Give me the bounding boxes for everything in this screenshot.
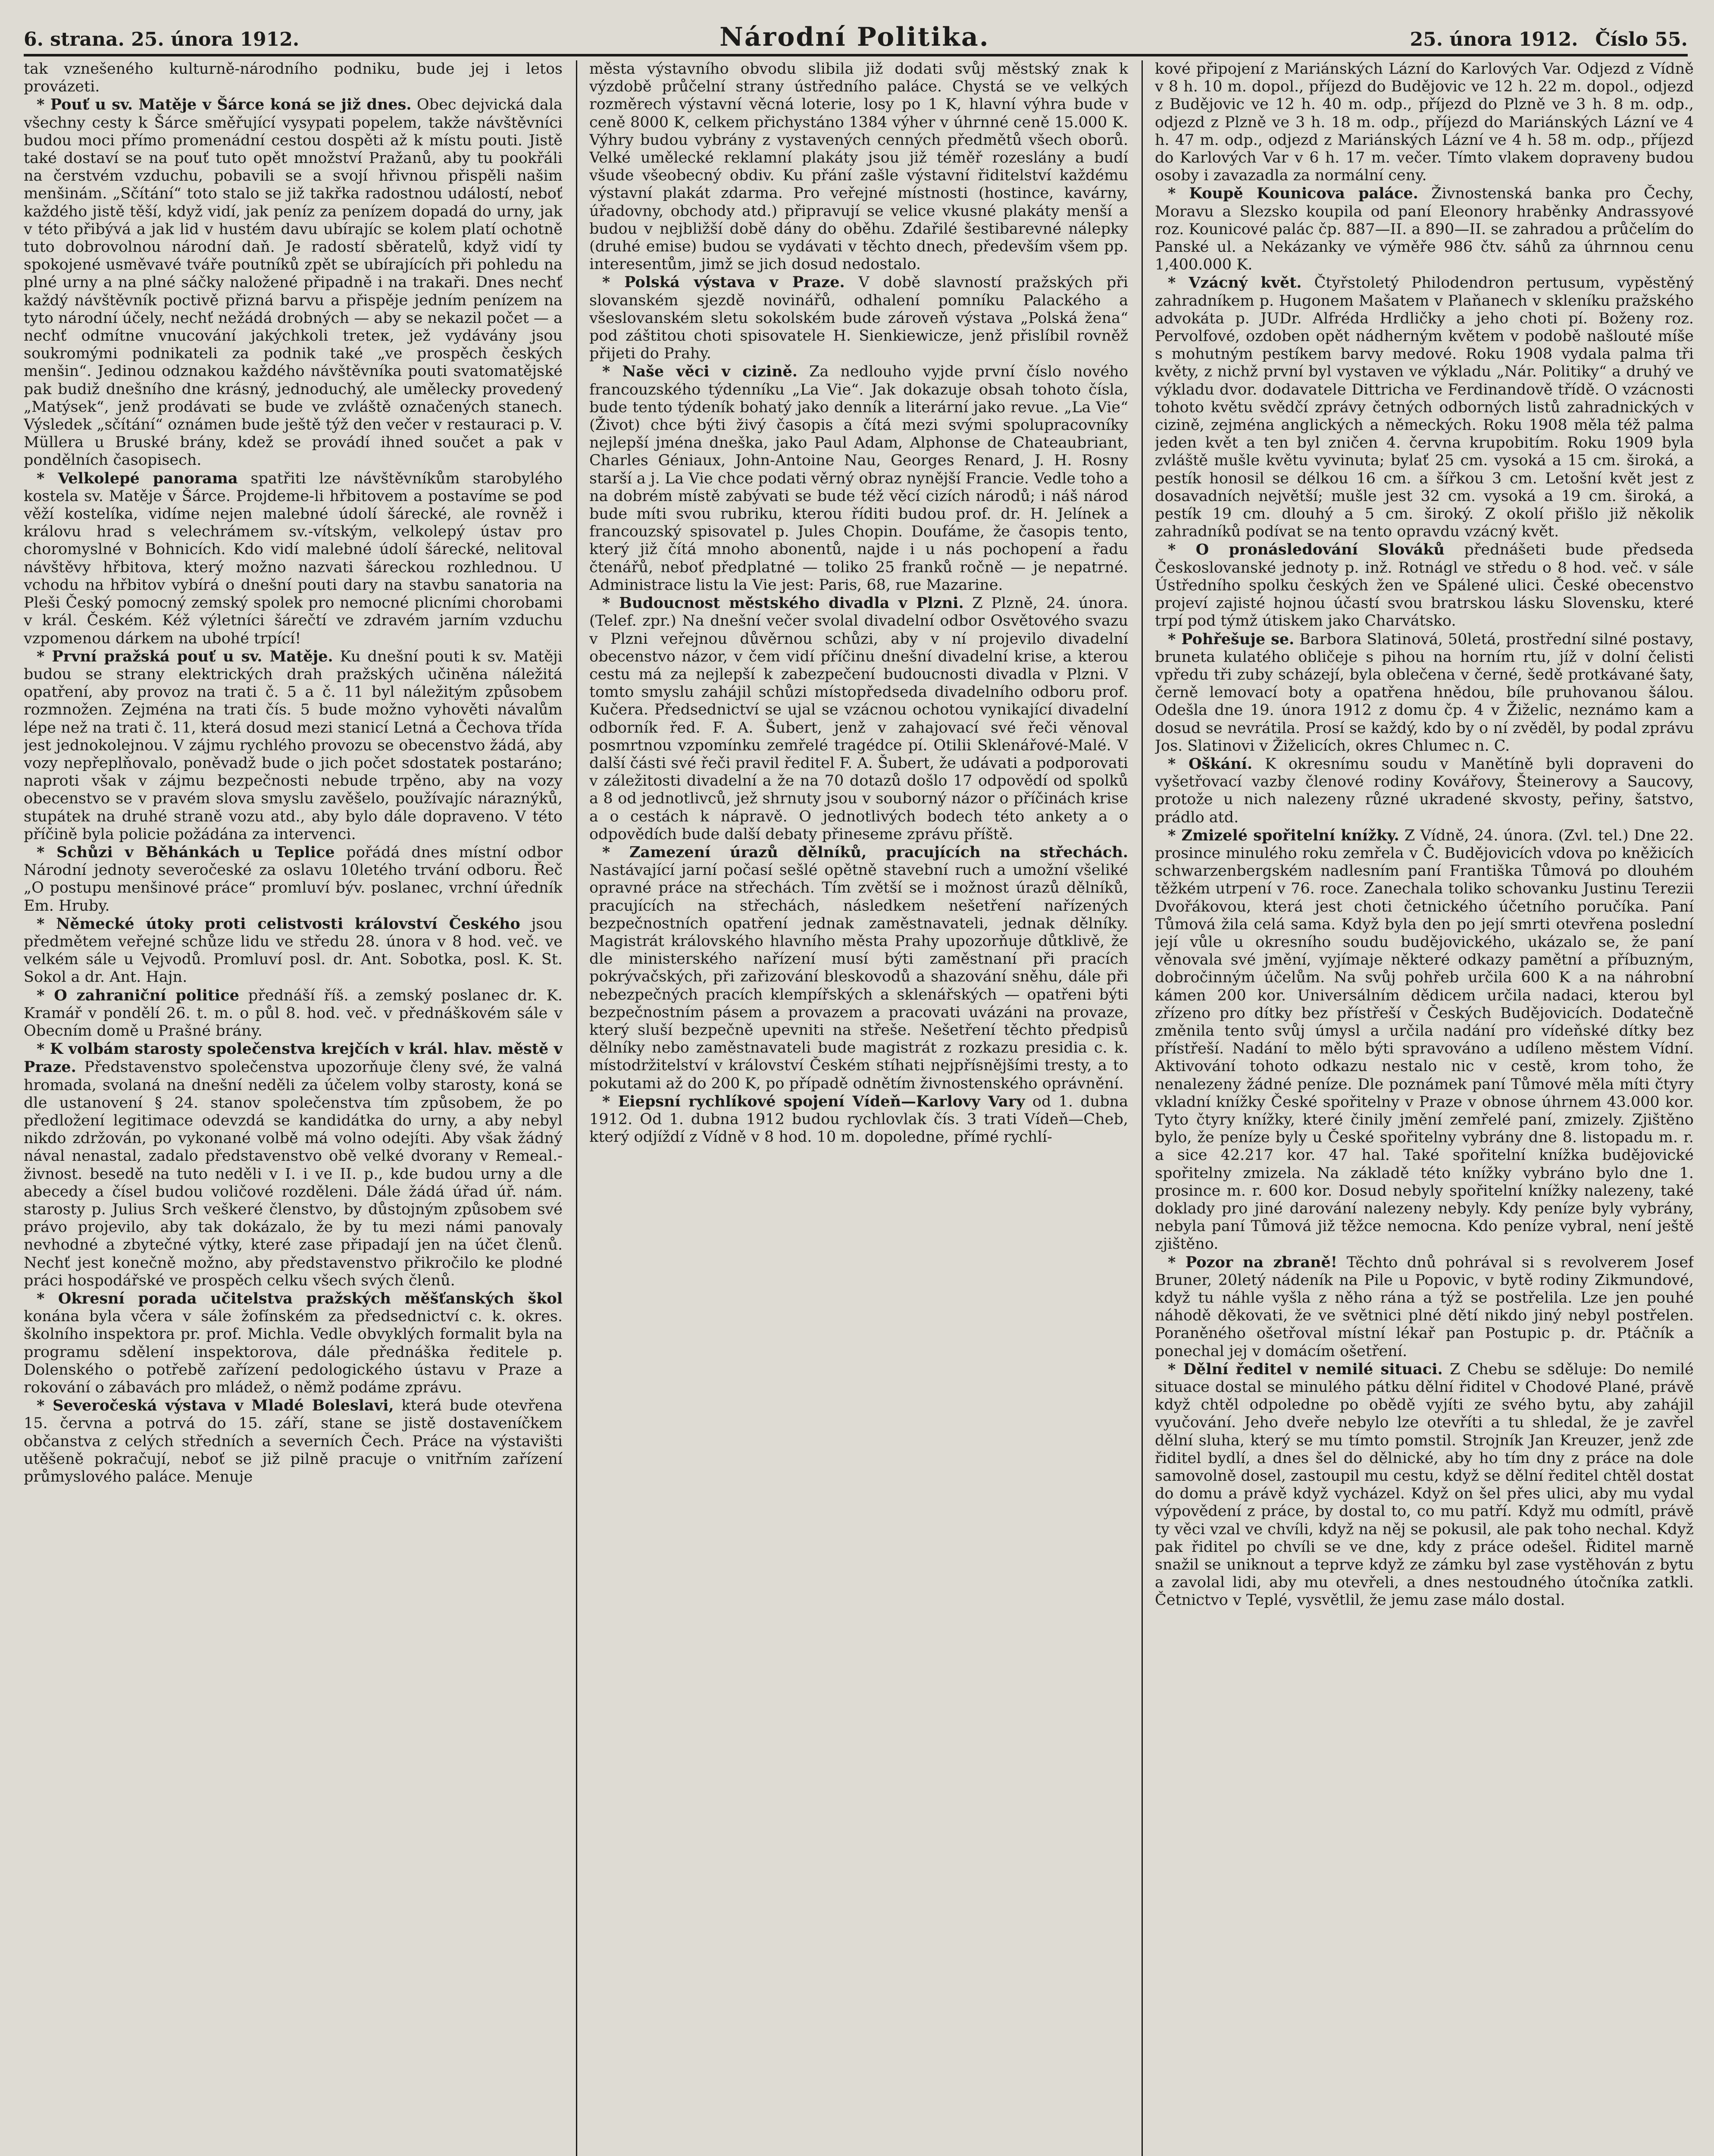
- article-headline: * Oškání.: [1168, 755, 1253, 773]
- article-headline: * Dělní ředitel v nemilé situaci.: [1168, 1360, 1443, 1378]
- article-body: V době slavností pražských při slovanském sjezdě novinářů, odhalení pomníku Palackého a všeslovanském sletu sokolském bude zároveň výstava „Polská žena“ pod záštitou choti spisovatele H. Sienkiewicze, jenž přislíbil rovněž přijeti do Prahy.: [589, 274, 1128, 363]
- article-headline: * První pražská pouť u sv. Matěje.: [37, 647, 333, 665]
- news-article: [24, 96, 563, 469]
- news-article: [1155, 827, 1694, 1253]
- news-article: [1155, 755, 1694, 827]
- news-article: [1155, 60, 1694, 185]
- article-headline: * Zamezení úrazů dělníků, pracujících na střechách.: [602, 843, 1128, 861]
- column-rule: [1142, 60, 1143, 2156]
- news-article: [589, 843, 1128, 1093]
- article-headline: * Pohřešuje se.: [1168, 630, 1295, 648]
- news-article: [589, 363, 1128, 594]
- article-headline: * Schůzi v Běhánkách u Teplice: [37, 843, 335, 861]
- article-headline: * Polská výstava v Praze.: [602, 273, 845, 291]
- article-headline: * Pouť u sv. Matěje v Šárce koná se již dnes.: [37, 96, 412, 114]
- article-headline: * Pozor na zbraně!: [1168, 1253, 1338, 1271]
- article-headline: * O pronásledování Slováků: [1168, 541, 1445, 559]
- news-article: [1155, 1360, 1694, 1610]
- news-article: [589, 1093, 1128, 1147]
- article-headline: * K volbám starosty společenstva krejčích v král. hlav. městě v Praze.: [24, 1040, 563, 1076]
- page-header: [24, 19, 1688, 56]
- issue-info: [1410, 28, 1688, 54]
- column-rule: [576, 60, 577, 2156]
- article-body: Barbora Slatinová, 50letá, prostřední silné postavy, bruneta kulatého obličeje s pihou na horním rtu, jíž v dolní čelisti vpředu tři zuby scházejí, byla oblečena v černé, šedě protkávané šaty, černě lemovací boty a opatřena hnědou, bíle pruhovanou šálou. Odešla dne 19. února 1912 z domu čp. 4 v Žiželic, neznámo kam a dosud se nevrátila. Prosí se každý, kdo by o ní zvěděl, by podal zprávu Jos. Slatinovi v Žiželicích, okres Chlumec n. C.: [1155, 630, 1694, 755]
- article-body: K okresnímu soudu v Manětíně byli dopraveni do vyšetřovací vazby členové rodiny Kovářovy, Šteinerovy a Saucovy, protože u nich nalezeny různé ukradené skvosty, peřiny, šatstvo, prádlo atd.: [1155, 755, 1694, 826]
- article-body: Za nedlouho vyjde první číslo nového francouzského týdenníku „La Vie“. Jak dokazuje obsah tohoto čísla, bude tento týdeník bohatý jako denník a literární jako revue. „La Vie“ (Život) chce býti živý časopis a čítá mezi svými spolupracovníky nejlepší jména dneška, jako Paul Adam, Alphonse de Chateaubriant, Charles Géniaux, John-Antoine Nau, Georges Renard, J. H. Rosny starší a j. La Vie chce podati věrný obraz nynější Francie. Vedle toho a na dobrém místě zabývati se bude též věcí cizích národů; i náš národ bude míti svou rubriku, kterou říditi budou prof. dr. H. Jelínek a francouzský spisovatel p. Jules Chopin. Doufáme, že časopis tento, který již čítá mnoho abonentů, najde i u nás pochopení a řadu čtenářů, neboť předplatné — toliko 25 franků ročně — je nepatrné. Administrace listu la Vie jest: Paris, 68, rue Mazarine.: [589, 363, 1128, 594]
- article-body: Z Vídně, 24. února. (Zvl. tel.) Dne 22. prosince minulého roku zemřela v Č. Budějovicích vdova po kněžicích schwarzenbergském nadlesním paní Františka Tůmová po dlouhém těžkém utrpení v 76. roce. Zanechala toliko schovanku Justinu Terezii Dvořákovou, která jest choti četnického účetního poručíka. Paní Tůmová žila celá sama. Když byla den po její smrti otevřena poslední její vůle u okresního soudu budějovického, ukázalo se, že paní věnovala své jmění, vyjímaje některé odkazy pamětní a příbuzným, dobročinným účelům. Na svůj pohřeb určila 600 K a na náhrobní kámen 200 kor. Universálním dědicem určila nadaci, kterou byl zřízeno pro dítky bez přístřeší v Českých Budějovicích. Dodatečně změnila tento svůj úmysl a určila nadání pro vídeňské dítky bez přístřeší. Nadání to mělo býti spravováno a udíleno městem Vídní. Aktivování tohoto odkazu nestalo nic v cestě, krom toho, že nenalezeny žádné peníze. Dle poznámek paní Tůmové měla míti čtyry vkladní knížky České spořitelny v Praze v obnose úhrnem 43.000 kor. Tyto čtyry knížky, které činily jmění zemřelé paní, zmizely. Zjištěno bylo, že peníze byly u České spořitelny vybrány dne 8. listopadu m. r. a sice 42.217 kor. 47 hal. Také spořitelní knížka budějovické spořitelny zmizela. Na základě této knížky vybráno bylo dne 1. prosince m. r. 600 kor. Dosud nebyly spořitelní knížky nalezeny, také doklady pro jiné darování nalezeny nebyly. Kdy peníze byly vybrány, nebyla paní Tůmová již těžce nemocna. Kdo peníze vybral, není ještě zjištěno.: [1155, 827, 1694, 1253]
- article-body: tak vznešeného kulturně-národního podniku, bude jej i letos provázeti.: [24, 60, 563, 96]
- news-article: [24, 1040, 563, 1290]
- news-article: [589, 594, 1128, 843]
- article-body: Obec dejvická dala všechny cesty k Šárce směřující vysypati popelem, takže návštěvníci budou moci přímo promenádní cestou dospěti až k místu pouti. Jistě také dostaví se na pouť tuto opět množství Pražanů, aby tu pookřáli na čerstvém vzduchu, pobavili se a svojí hřivnou přispěli našim menšinám. „Sčítání“ toto stalo se již takřka radostnou událostí, neboť každého jistě těší, když vidí, jak peníz za penízem dopadá do urny, jak v této přibývá a jak lid v hustém davu ubírajíc se kolem platí ochotně tuto dobrovolnou národní daň. Je radostí sběratelů, když vidí ty spokojené usměvavé tváře poutníků zpět se ubírajících při pohledu na plné urny a na plné sáčky naložené připadně i na trakaři. Dnes nechť každý návštěvník poctivě přizná barvu a přispěje jedním penízem na tyto národní účely, nechť nežádá drobných — aby se nekazil počet — a nechť odmítne vnucování jakýchkoli treteк, jež vydávány jsou soukromými podnikateli za podnik také „ve prospěch českých menšin“. Jedinou odznakou každého návštěvníka pouti svatomatějské pak budiž dnešního dne krásný, jednoduchý, ale umělecky provedený „Matýsek“, jenž prodávati se bude ve zvláště označených stanech. Výsledek „sčítání“ oznámen bude ještě týž den večer v restauraci p. V. Müllera u Bruské brány, kdež se provádí ihned součet a pak v pondělních časopisech.: [24, 96, 563, 469]
- page-number-date: 6. strana. 25. února 1912.: [24, 28, 300, 50]
- article-headline: * Okresní porada učitelstva pražských měšťanských škol: [37, 1290, 563, 1308]
- news-article: [1155, 185, 1694, 274]
- column-1: [24, 60, 563, 2156]
- article-body: od 1. dubna 1912. Od 1. dubna 1912 budou rychlovlak čís. 3 trati Vídeň—Cheb, který odjíždí z Vídně v 8 hod. 10 m. dopoledne, přímé rychlí-: [589, 1093, 1128, 1146]
- news-article: [24, 843, 563, 915]
- article-body: která bude otevřena 15. června a potrvá do 15. září, stane se jistě dostaveníčkem občanstva z celých středních a severních Čech. Práce na výstavišti utěšeně pokračují, neboť se již pilně pracuje o vnitřním zařízení průmyslového paláce. Menuje: [24, 1397, 563, 1486]
- issue-date: 25. února 1912.: [1410, 28, 1578, 50]
- news-article: [24, 1397, 563, 1486]
- issue-number: Číslo 55.: [1595, 28, 1688, 50]
- news-article: [1155, 274, 1694, 541]
- news-article: [24, 1290, 563, 1397]
- article-body: Čtyřstoletý Philodendron pertusum, vypěstěný zahradníkem p. Hugonem Mašatem v Plaňanech v skleníku pražského advokáta p. JUDr. Alfréda Hrdličky a jeho choti pí. Boženy roz. Pervolfové, ozdoben opět nádherným květem v podobě našlouté míše s mohutným pestíkem barvy medové. Roku 1908 vydala palma tři květy, z nichž první byl vystaven ve výkladu „Nár. Politiky“ a druhý ve výkladu dvor. dodavatele Dittricha ve Ferdinandově třídě. O vzácnosti tohoto květu svědčí zprávy četných odborných listů zahradnických v cizině, zejména anglických a německých. Roku 1908 měla též palma jeden květ a ten byl zničen 4. června krupobitím. Roku 1909 byla zvláště mušle květu vyvinuta; bylať 25 cm. vysoká a 15 cm. široká, a pestík honosil se délkou 16 cm. a šířkou 3 cm. Letošní květ jest z dosavadních největší; mušle jest 32 cm. vysoká a 19 cm. široká, a pestík 19 cm. dlouhý a 5 cm. široký. Z okolí přišlo již několik zahradníků podívat se na tento opravdu vzácný květ.: [1155, 274, 1694, 541]
- news-article: [24, 470, 563, 648]
- article-body: přednáší říš. a zemský poslanec dr. K. Kramář v pondělí 26. t. m. o půl 8. hod. več. v přednáškovém sále v Obecním domě u Prašné brány.: [24, 987, 563, 1040]
- article-headline: * Vzácný květ.: [1168, 274, 1302, 292]
- article-headline: * Koupě Kounicova paláce.: [1168, 185, 1418, 203]
- article-body: Těchto dnů pohrával si s revolverem Josef Bruner, 20letý nádeník na Pile u Popovic, v bytě rodiny Zikmundové, když tu náhle vyšla z něho rána a týž se postřelila. Lze jen pouhé náhodě děkovati, že ve světnici plné dětí nikdo jiný nebyl postřelen. Poraněného ošetřoval místní lékař pan Postupic p. dr. Ptáčník a ponechal jej v domácím ošetření.: [1155, 1253, 1694, 1360]
- article-headline: * Velkolepé panorama: [37, 469, 238, 487]
- article-body: města výstavního obvodu slibila již dodati svůj městský znak k výzdobě průčelní strany ústředního paláce. Chystá se ve velkých rozměrech výstavní věcná loterie, losy po 1 K, hlavní výhra bude v ceně 8000 K, celkem přichystáno 1384 výher v úhrnné ceně 15.000 K. Výhry budou vybrány z vystavených cenných předmětů všech oborů. Velké umělecké reklamní plakáty jsou již téměř rozeslány a budí všude všeobecný obdiv. Ku přání zašle výstavní řiditelství každému výstavní plakát zdarma. Pro veřejné místnosti (hostince, kavárny, úřadovny, obchody atd.) připravují se velice vkusné plakáty menší a budou v nejbližší době dány do oběhu. Zdařilé šestibarevné nálepky (druhé emise) budou se vydávati v těchto dnech, především všem pp. interesentům, jimž se jich dosud nedostalo.: [589, 60, 1128, 273]
- article-body: konána byla včera v sále žofínském za předsednictví c. k. okres. školního inspektora pr. prof. Michla. Vedle obvyklých formalit byla na programu sdělení inspektorova, dále přednáška ředitele p. Dolenského o potřebě zařízení pedologického ústavu v Praze a rokování o zábavách pro mládež, o němž podáme zprávu.: [24, 1308, 563, 1397]
- article-body: Z Chebu se sdělujе: Do nemilé situace dostal se minulého pátku dělní řiditel v Chodové Plané, právě když chtěl odpoledne po obědě vyjíti ze svého bytu, aby zahájil vyučování. Jeho dveře nebylo lze otevříti a tu shledal, že je zavřel dělní sluha, který se mu tímto pomstil. Strojník Jan Kreuzer, jenž zde řiditel bydlí, a dnes šel do dělnické, aby ho tím dny z práce na dole samovolně dosel, zastoupil mu cestu, když se dělní ředitel chtěl dostat do domu a právě když vycházel. Když on šel přes ulici, aby mu vydal výpovědení z práce, by dostal to, co mu patří. Když mu odmítl, právě ty věci vzal ve chvíli, když na něj se pokusil, ale pak toho nechal. Když pak řiditel po chvíli se ve dne, kdy z práce odešel. Řiditel marně snažil se uniknout a teprve když ze zámku byl zase vystěhován z bytu a zavolal lidi, aby mu otevřeli, a dnes nestoudného útočníka zatkli. Četnictvo v Teplé, vysvětlil, že jemu zase málo dostal.: [1155, 1360, 1694, 1609]
- article-headline: * Severočeská výstava v Mladé Boleslavi,: [37, 1397, 394, 1415]
- article-body: spatřiti lze návštěvníkům starobylého kostela sv. Matěje v Šárce. Projdeme-li hřbitovem a postavíme se pod věží kostelíka, vidíme nejen malebné údolí šárecké, ale rovněž i královu hrad s velechrámem sv.-vítským, velkolepý ústav pro choromyslné v Bohnicích. Kdo vidí malebné údolí šárecké, nelitoval návštěvy hřbitova, který možno nazvati šáreckou rozhlednou. U vchodu na hřbitov vybírá o dnešní pouti dary na stavbu sanatoria na Pleši Český pomocný zemský spolek pro nemocné plicními chorobami v král. Českém. Kéž výletníci šárečtí ve zdravém jarním vzduchu vzpomenou dárkem na ubohé trpící!: [24, 470, 563, 647]
- news-article: [1155, 630, 1694, 755]
- article-body: jsou předmětem veřejné schůze lidu ve středu 28. února v 8 hod. več. ve velkém sále u Vejvodů. Promluví posl. dr. Ant. Sobotka, posl. K. St. Sokol a dr. Ant. Hajn.: [24, 915, 563, 986]
- news-article: [24, 60, 563, 96]
- news-article: [1155, 541, 1694, 630]
- article-body: přednášeti bude předseda Českoslovanské jednoty p. inž. Rotnágl ve středu o 8 hod. več. v sále Ústředního spolku českých žen ve Spálené ulici. České obecenstvo projeví zajisté hojnou účastí svou bratrskou lásku Slovensku, které trpí pod týmž útiskem jako Charvátsko.: [1155, 541, 1694, 630]
- article-headline: * Eiepsní rychlíkové spojení Vídeň—Karlovy Vary: [602, 1092, 1025, 1110]
- column-2: [589, 60, 1128, 2156]
- news-article: [1155, 1253, 1694, 1360]
- newspaper-title: Národní Politika.: [719, 22, 990, 52]
- article-headline: * O zahraniční politice: [37, 986, 239, 1004]
- article-headline: * Budoucnost městského divadla v Plzni.: [602, 594, 964, 612]
- article-headline: * Německé útoky proti celistvosti království Českého: [37, 915, 520, 933]
- article-body: Ku dnešní pouti k sv. Matěji budou se strany elektrických drah pražských učiněna náležitá opatření, aby provoz na trati č. 5 a č. 11 byl náležitým způsobem rozmnožen. Zejména na trati čís. 5 bude možno vyhověti návalům lépe než na trati č. 11, která dosud mezi stanicí Letná a Čechova třída jest jednokolejnou. V zájmu rychlého provozu se obecenstvo žádá, aby vozy nepřeplňovalo, poněvadž bude o jich počet sdostatek postaráno; naproti však v zájmu bezpečnosti nebude trpěno, aby na vozy obecenstvo se v pravém slova smyslu zavěšelo, používajíc náraznýků, stupátek na druhé straně vozu atd., aby bylo dále dopraveno. V této příčině byla policie požádána za intervenci.: [24, 648, 563, 843]
- article-body: pořádá dnes místní odbor Národní jednoty severočeské za oslavu 10letého trvání odboru. Řeč „O postupu menšinové práce“ promluví býv. poslanec, vrchní úředník Em. Hruby.: [24, 843, 563, 915]
- news-article: [589, 60, 1128, 273]
- article-body: kové připojení z Mariánských Lázní do Karlových Var. Odjezd z Vídně v 8 h. 10 m. dopol., příjezd do Budějovic ve 12 h. 22 m. dopol., odjezd z Budějovic ve 12 h. 40 m. odp., příjezd do Plzně ve 3 h. 8 m. odp., odjezd z Plzně ve 3 h. 18 m. odp., příjezd do Mariánských Lázní ve 4 h. 47 m. odp., odjezd z Mariánských Lázní ve 4 h. 58 m. odp., příjezd do Karlových Var v 6 h. 17 m. večer. Tímto vlakem dopraveny budou osoby i zavazadla za normální ceny.: [1155, 60, 1694, 185]
- article-body: Z Plzně, 24. února. (Telef. zpr.) Na dnešní večer svolal divadelní odbor Osvětového svazu v Plzni veřejnou důvěrnou schůzi, aby v ní projevilo divadelní obecenstvo názor, v čem vidí příčinu dnešní divadelní krise, a kterou cestu má za nejlepší k zabezpečení budoucnosti divadla v Plzni. V tomto smyslu zahájil schůzi místopředseda divadelního odboru prof. Kučera. Předsednictví se ujal se vzácnou ochotou vynikající divadelní odborník řed. F. A. Šubert, jenž v zahajovací své řeči věnoval posmrtnou vzpomínku zemřelé tragédce pí. Otilii Sklenářové-Malé. V další části své řeči pravil ředitel F. A. Šubert, že udávati a podporovati v záležitosti divadelní a že na 70 dotazů došlo 17 odpovědí od spolků a 8 od jednotlivců, jež shrnuty jsou v souborný názor o příčinách krise a o cestách k nápravě. O jednotlivých bodech této ankety a o odpovědích bude další debaty přineseme zprávu příště.: [589, 595, 1128, 843]
- article-body: Představenstvo společenstva upozorňuje členy své, že valná hromada, svolaná na dnešní neděli za účelem volby starosty, koná se dle ustanovení § 24. stanov společenstva tím způsobem, že po předložení legitimace odevzdá se kandidátka do urny, a aby nebyl nikdo zdržován, po vykonané volbě má volno odejíti. Aby však žádný nával nenastal, zadalo představenstvo obě velké dvorany v Remeal.-živnost. besedě na tuto neděli v I. i ve II. p., kde budou urny a dle abecedy a čísel budou voličové rozděleni. Dále žádá úřad úř. nám. starosty p. Julius Srch veškeré členstvo, by důstojným způsobem své právo projevilo, aby tak dokázalo, že by tu mezi námi panovaly nevhodné a zbytečné výtky, které zase připadají jen na účet členů. Nechť jest konečně možno, aby představenstvo přikročilo ke plodné práci hospodářské ve prospěch celku všech svých členů.: [24, 1059, 563, 1289]
- news-article: [24, 915, 563, 987]
- article-body: Nastávající jarní počasí sešlé opětně stavební ruch a umožní všeliké opravné práce na střechách. Tím zvětší se i možnost úrazů dělníků, pracujících na střechách, následkem nešetření nařízených bezpečnostních opatření jednak zaměstnavateli, jednak dělníky. Magistrát královského hlavního města Prahy upozorňuje důtklivě, že dle ministerského nařízení musí býti zaměstnaní při pracích pokrývačských, při zařizování bleskovodů a shazování sněhu, dále při nebezpečných pracích klempířských a sklenářských — opatřeni býti bezpečnostním pásem a provazem a pracovati uvázáni na provaze, který sluší bezpečně upevniti na střeše. Nešetření těchto předpisů dělníky nebo zaměstnavateli bude magistrát z rozkazu presidia c. k. místodržitelství v království Českém stíhati nejpřísnějšími tresty, a to pokutami až do 200 K, po případě odnětím živnostenského oprávnění.: [589, 862, 1128, 1092]
- article-body: Živnostenská banka pro Čechy, Moravu a Slezsko koupila od paní Eleonory hraběnky Andrassyové roz. Kounicové palác čp. 887—II. a 890—II. se zahradou a průčelím do Panské ul. a Nekázanky ve výměře 986 čtv. sáhů za úhrnnou cenu 1,400.000 K.: [1155, 185, 1694, 274]
- article-headline: * Naše věci v cizině.: [602, 363, 798, 381]
- news-article: [24, 648, 563, 843]
- column-3: [1155, 60, 1694, 2156]
- news-article: [589, 273, 1128, 363]
- news-article: [24, 987, 563, 1040]
- article-headline: * Zmizelé spořitelní knížky.: [1168, 826, 1399, 844]
